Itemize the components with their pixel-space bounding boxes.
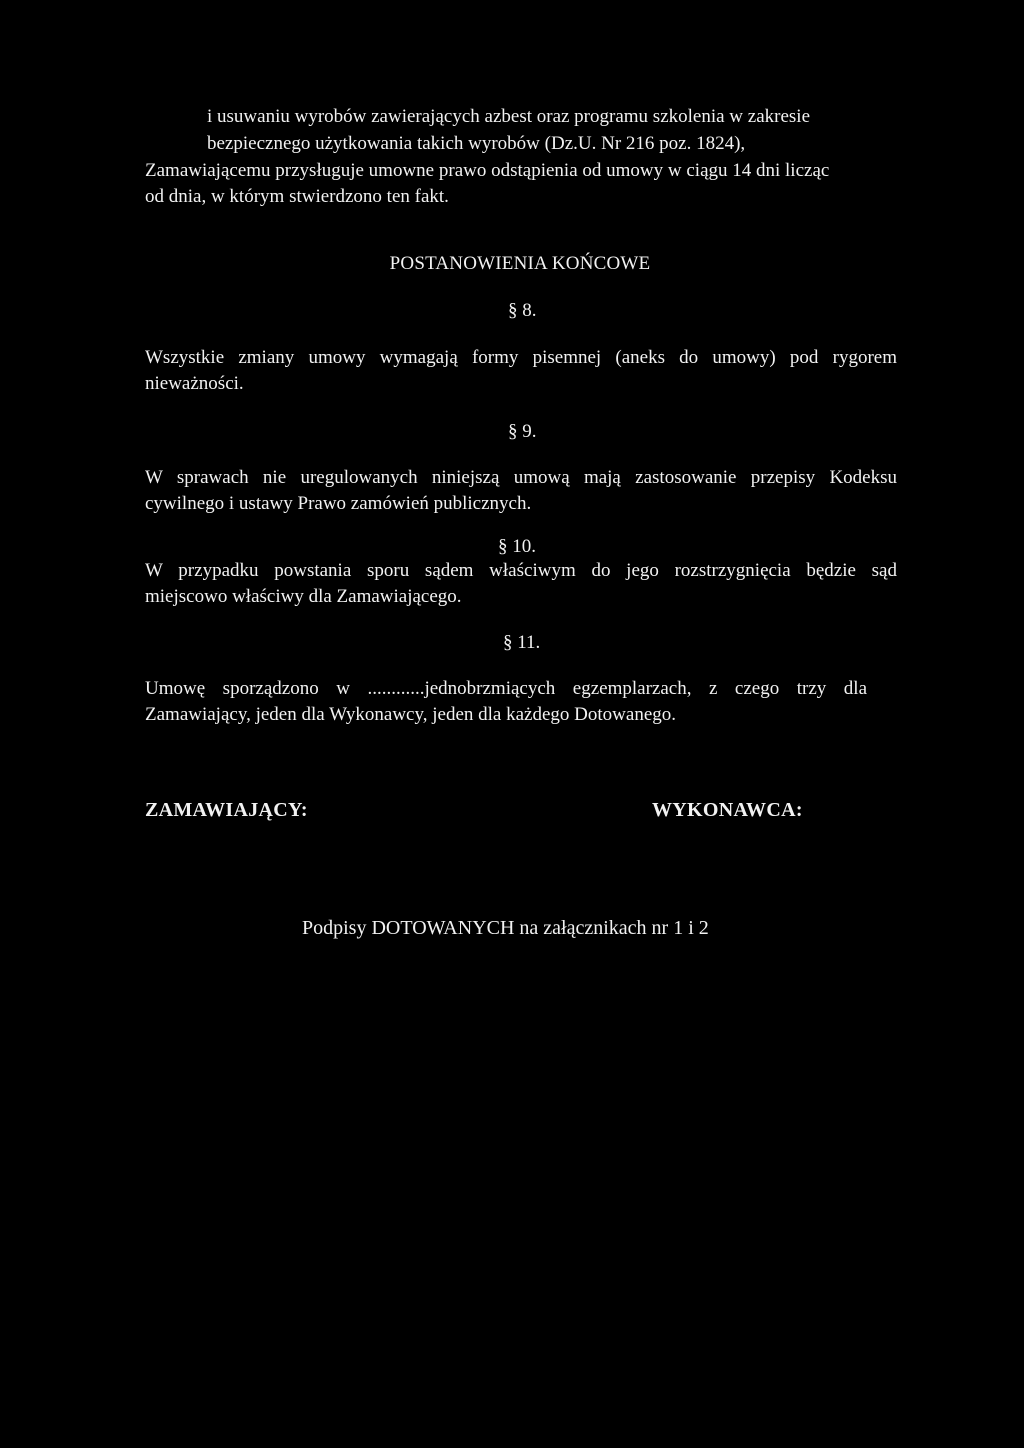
section-10-line-2: miejscowo właściwy dla Zamawiającego. [145,586,462,607]
section-8-line-1: Wszystkie zmiany umowy wymagają formy pisemnej (aneks do umowy) pod rygorem [145,347,897,368]
section-10-mark: § 10. [498,536,536,557]
intro-line-2: bezpiecznego użytkowania takich wyrobów (Dz.U. Nr 216 poz. 1824), [207,133,746,154]
section-8-line-2: nieważności. [145,373,244,394]
intro-line-1: i usuwaniu wyrobów zawierających azbest oraz programu szkolenia w zakresie [207,106,810,127]
section-11-mark: § 11. [503,632,541,653]
section-8-mark: § 8. [508,300,537,321]
section-9-mark: § 9. [508,421,537,442]
section-9-line-1: W sprawach nie uregulowanych niniejszą umową mają zastosowanie przepisy Kodeksu [145,467,897,488]
section-heading: POSTANOWIENIA KOŃCOWE [389,253,651,274]
section-10-line-1: W przypadku powstania sporu sądem właściwym do jego rozstrzygnięcia będzie sąd [145,560,897,581]
signature-label-wykonawca: WYKONAWCA: [652,799,803,821]
section-11-line-1: Umowę sporządzono w ............jednobrzmiących egzemplarzach, z czego trzy dla [145,678,867,699]
intro-line-3: Zamawiającemu przysługuje umowne prawo odstąpienia od umowy w ciągu 14 dni licząc [145,160,830,181]
intro-line-4: od dnia, w którym stwierdzono ten fakt. [145,186,449,207]
section-9-line-2: cywilnego i ustawy Prawo zamówień publicznych. [145,493,532,514]
footer-note: Podpisy DOTOWANYCH na załącznikach nr 1 i 2 [302,917,709,939]
section-11-line-2: Zamawiający, jeden dla Wykonawcy, jeden dla każdego Dotowanego. [145,704,676,725]
signature-label-zamawiajacy: ZAMAWIAJĄCY: [145,799,308,821]
